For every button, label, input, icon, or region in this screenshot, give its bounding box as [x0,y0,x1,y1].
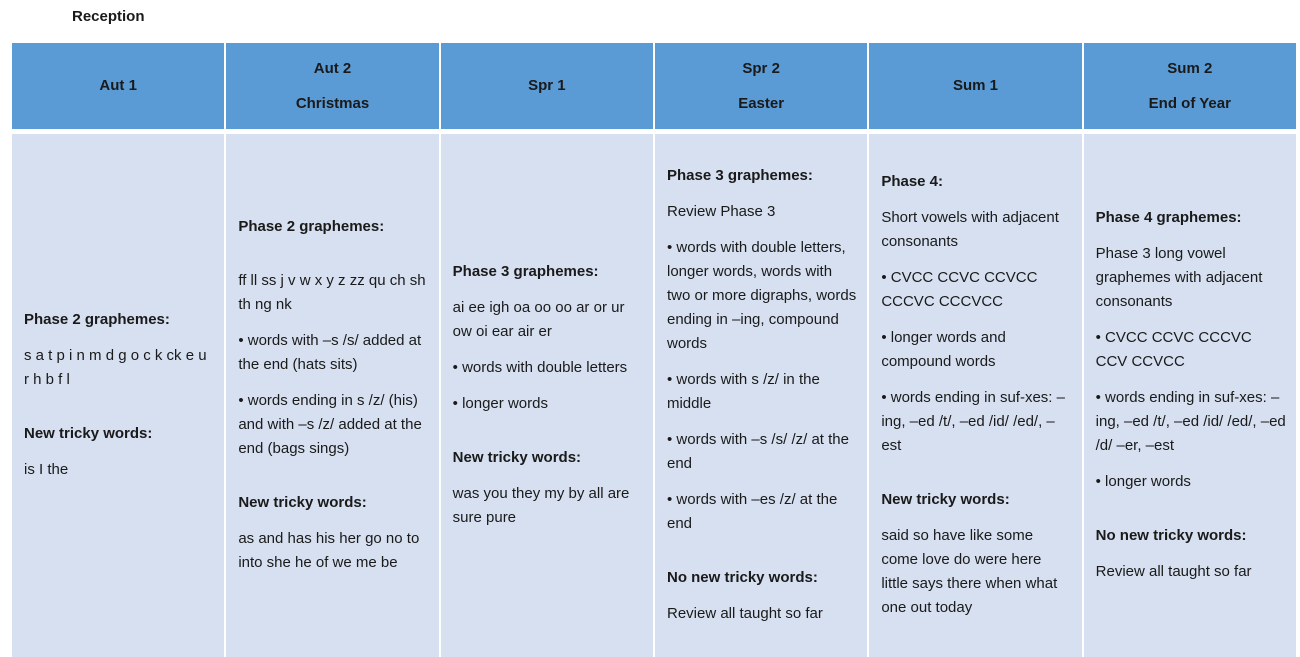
page-title: Reception [72,8,145,25]
section-text: Review all taught so far [666,605,823,623]
section-text: • words ending in suf-xes: –ing, –ed /t/, –ed /id/ /ed/, –est [881,389,1065,455]
section-heading: Phase 2 graphemes: [238,218,385,236]
column-heading: Sum 2 [1167,59,1213,77]
section-text: • words ending in s /z/ (his) and with –s /z/ added at the end (bags sings) [238,392,422,458]
section-text: was you they my by all are sure pure [452,485,630,527]
column-heading: Aut 1 [99,77,137,95]
section-heading: New tricky words: [881,491,1010,509]
section-text: • words ending in suf-xes: –ing, –ed /t/, –ed /id/ /ed/, –ed /d/ –er, –est [1095,389,1286,455]
column-subheading: Easter [738,94,785,112]
section-heading: New tricky words: [238,494,367,512]
section-text: • longer words [1095,473,1191,491]
column-header-aut2 [225,43,439,131]
column-header-sum1 [868,43,1082,131]
column-heading: Aut 2 [313,59,352,77]
section-text: ai ee igh oa oo oo ar or ur ow oi ear air er [452,299,625,341]
column-header-spr1 [440,43,654,131]
section-heading: New tricky words: [24,425,153,443]
section-text: s a t p i n m d g o c k ck e u r h b f l [24,347,207,389]
column-cell-sum2 [1083,131,1297,657]
section-text: is I the [24,461,69,479]
section-heading: No new tricky words: [666,569,818,587]
section-text: • words with –s /s/ added at the end (hats sits) [238,332,422,374]
column-cell-aut2 [225,131,439,657]
section-text: • words with double letters [452,359,628,377]
section-text: • words with –es /z/ at the end [666,491,838,533]
column-cell-sum1 [868,131,1082,657]
section-text: Phase 3 long vowel graphemes with adjacent consonants [1095,245,1263,311]
section-text: • longer words and compound words [881,329,1006,371]
column-heading: Spr 1 [528,77,566,95]
section-text: said so have like some come love do were here little says there when what one out today [881,527,1058,617]
section-heading: No new tricky words: [1095,527,1247,545]
section-heading: New tricky words: [452,449,582,467]
section-text: Review all taught so far [1095,563,1252,581]
section-text: ff ll ss j v w x y z zz qu ch sh th ng nk [238,272,426,314]
phonics-plan-table [10,43,1298,657]
section-heading: Phase 4: [881,173,944,191]
section-text: Review Phase 3 [666,203,776,221]
column-subheading: Christmas [295,94,370,112]
section-text: • words with s /z/ in the middle [666,371,820,413]
column-subheading: End of Year [1148,94,1231,112]
column-cell-aut1 [11,131,225,657]
section-text: as and has his her go no to into she he of we me be [238,530,420,572]
column-cell-spr1 [440,131,654,657]
section-heading: Phase 3 graphemes: [452,263,599,281]
header-row [11,43,1297,131]
section-text: • words with double letters, longer words, words with two or more digraphs, words ending in –ing, compound words [666,239,857,353]
column-header-aut1 [11,43,225,131]
column-cell-spr2 [654,131,868,657]
section-heading: Phase 2 graphemes: [24,311,170,329]
section-text: • longer words [452,395,548,413]
column-heading: Spr 2 [742,59,780,77]
column-heading: Sum 1 [952,77,998,95]
section-text: • words with –s /s/ /z/ at the end [666,431,849,473]
section-text: Short vowels with adjacent consonants [881,209,1059,251]
content-row [11,131,1297,657]
column-header-spr2 [654,43,868,131]
column-header-sum2 [1083,43,1297,131]
section-text: • CVCC CCVC CCCVC CCV CCVCC [1095,329,1252,371]
section-text: • CVCC CCVC CCVCC CCCVC CCCVCC [881,269,1038,311]
section-heading: Phase 4 graphemes: [1095,209,1242,227]
section-heading: Phase 3 graphemes: [666,167,813,185]
